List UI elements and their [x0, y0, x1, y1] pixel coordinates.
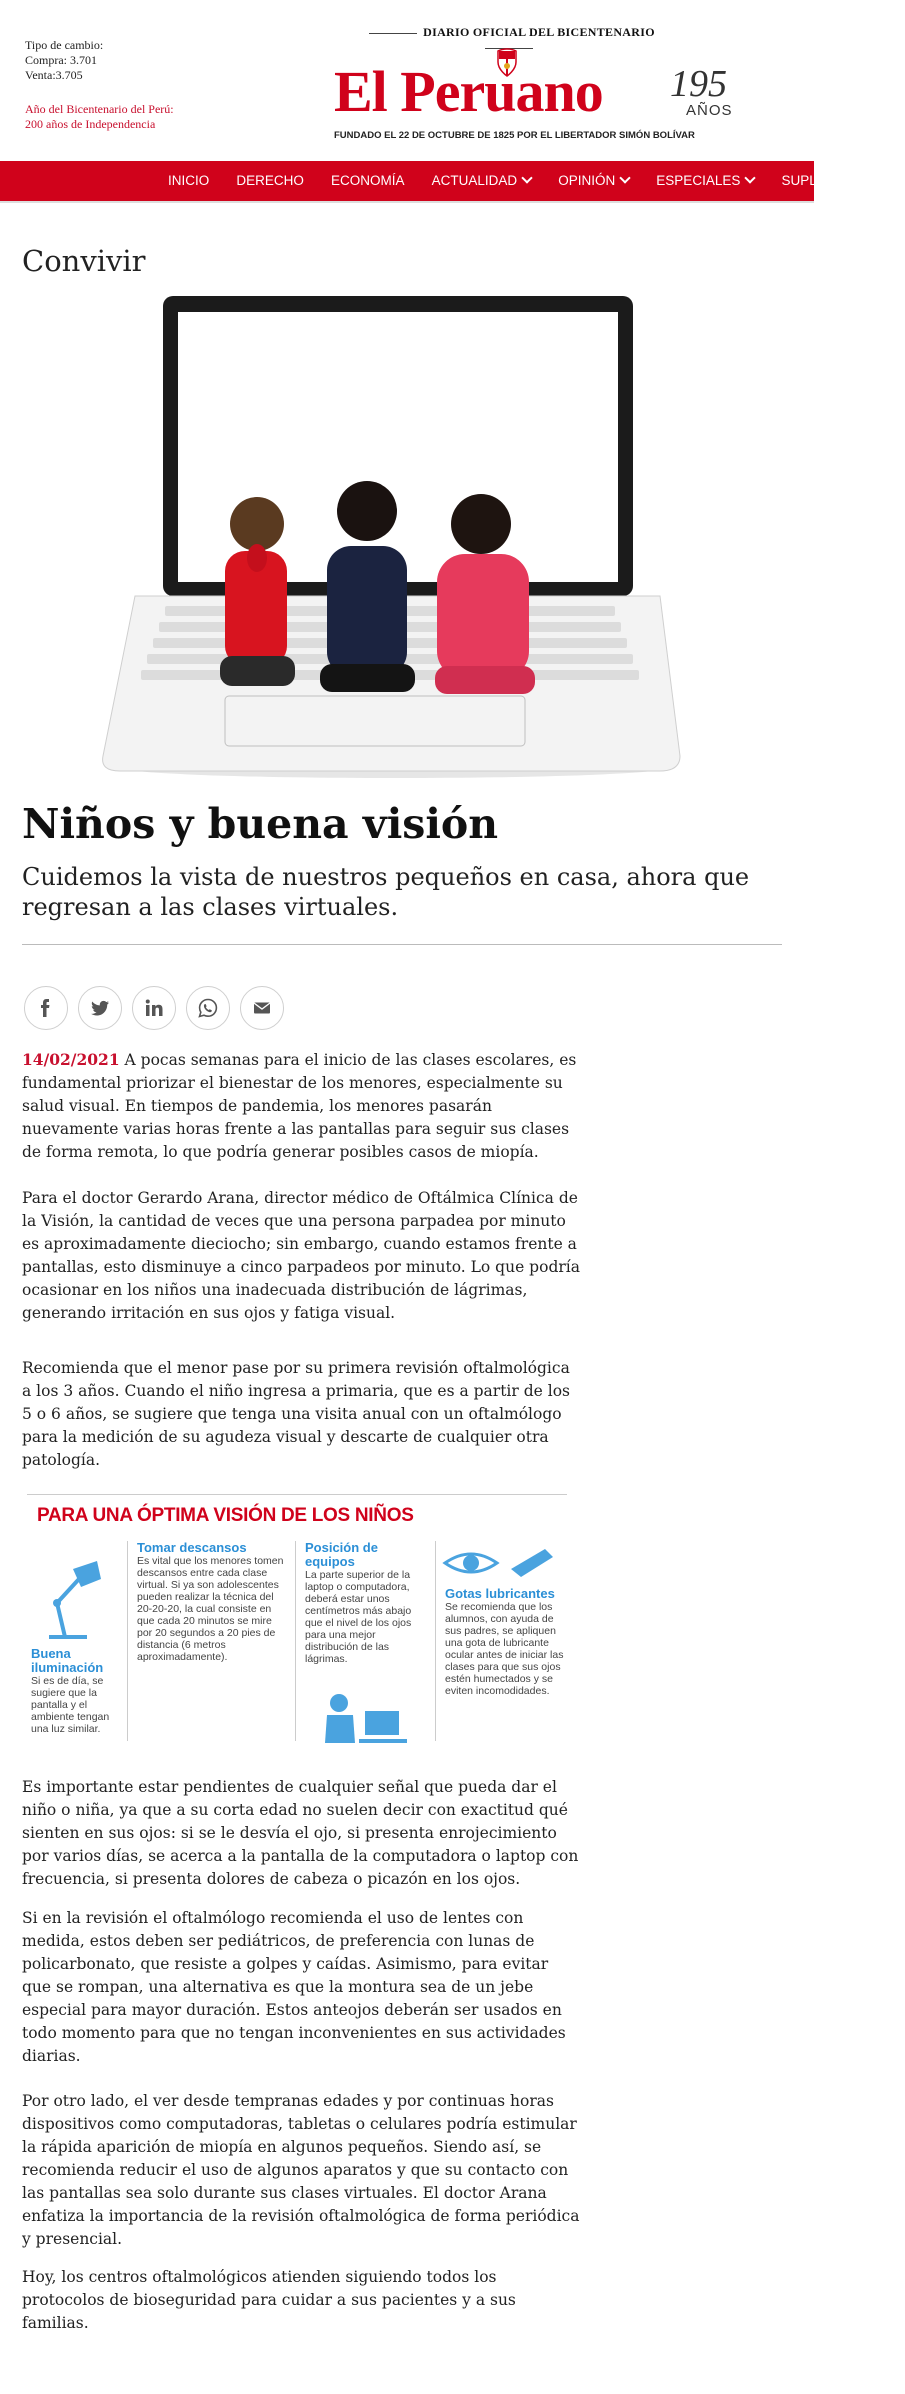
- info-text-position: La parte superior de la laptop o computadora, deberá estar unos centímetros más abajo que el nivel de los ojos para una mejor distribución de las lágrimas.: [305, 1569, 412, 1665]
- exchange-rate: [25, 38, 103, 83]
- facebook-icon: [36, 998, 56, 1018]
- chevron-down-icon: [745, 172, 756, 183]
- article-paragraph-6: Por otro lado, el ver desde tempranas edades y por continuas horas dispositivos como computadoras, tabletas o celulares podría estimular la rápida aparición de miopía en algunos pequeños. Siendo así, se recomienda reducir el uso de algunos aparatos y que su contacto con las pantallas sea solo durante sus clases virtuales. El doctor Arana enfatiza la importancia de la revisión oftalmológica de forma periódica y presencial.: [22, 2092, 580, 2248]
- article-paragraph-1: 14/02/2021 A pocas semanas para el inicio de las clases escolares, es fundamental priorizar el bienestar de los menores, especialmente su salud visual. En tiempos de pandemia, los menores pasarán nuevamente varias horas frente a las pantallas para seguir sus clases de forma remota, lo que podría generar posibles casos de miopía.: [22, 1050, 577, 1161]
- divider: [22, 944, 782, 945]
- exchange-sell: Venta:3.705: [25, 68, 83, 82]
- share-whatsapp-button[interactable]: [186, 986, 230, 1030]
- info-head-lighting: Buena iluminación: [31, 1646, 104, 1675]
- nav-item-actualidad[interactable]: ACTUALIDAD: [432, 161, 532, 201]
- article-date: 14/02/2021: [22, 1050, 120, 1069]
- share-facebook-button[interactable]: [24, 986, 68, 1030]
- share-bar: [24, 986, 289, 1034]
- person-at-computer-icon: [309, 1691, 409, 1747]
- infographic-col-breaks: [137, 1541, 287, 1663]
- logo-anos: AÑOS: [686, 102, 733, 119]
- nav-item-opinion[interactable]: OPINIÓN: [558, 161, 629, 201]
- logo-text: El Peruano: [334, 59, 603, 124]
- infographic-title: PARA UNA ÓPTIMA VISIÓN DE LOS NIÑOS: [37, 1505, 414, 1526]
- share-twitter-button[interactable]: [78, 986, 122, 1030]
- info-separator: [295, 1541, 296, 1741]
- article-paragraph-5: Si en la revisión el oftalmólogo recomienda el uso de lentes con medida, estos deben ser pediátricos, de preferencia con lunas de policarbonato, que resiste a golpes y caídas. Asimismo, para evitar que se rompan, una alternativa es que la montura sea de un jebe especial para mayor duración. Estos anteojos deberán ser usados en todo momento para que no tengan inconvenientes en sus actividades diarias.: [22, 1909, 566, 2065]
- nav-item-inicio[interactable]: INICIO: [168, 173, 210, 188]
- nav-item-suplementos[interactable]: SUPLEMENTOS: [781, 173, 884, 188]
- info-head-drops: Gotas lubricantes: [445, 1586, 555, 1601]
- article-subtitle: Cuidemos la vista de nuestros pequeños en casa, ahora que regresan a las clases virtuales.: [22, 863, 750, 921]
- eye-dropper-icon: [441, 1543, 561, 1583]
- nav-item-especiales[interactable]: ESPECIALES: [656, 161, 754, 201]
- section-label[interactable]: Convivir: [22, 244, 146, 278]
- article-paragraph-2: Para el doctor Gerardo Arana, director médico de Oftálmica Clínica de la Visión, la cantidad de veces que una persona parpadea por minuto es aproximadamente dieciocho; sin embargo, cuando estamos frente a pantallas, esto disminuye a cinco parpadeos por minuto. Lo que podría ocasionar en los niños una inadecuada distribución de lágrimas, generando irritación en sus ojos y fatiga visual.: [22, 1189, 580, 1322]
- hero-image: [95, 296, 685, 780]
- nav-shadow: [0, 201, 814, 203]
- share-email-button[interactable]: [240, 986, 284, 1030]
- info-separator: [435, 1541, 436, 1741]
- article-paragraph-4: Es importante estar pendientes de cualquier señal que pueda dar el niño o niña, ya que a su corta edad no suelen decir con exactitud qué sienten en sus ojos: si se le desvía el ojo, si presenta enrojecimiento por varios días, se acerca a la pantalla de la computadora o laptop con frecuencia, si presenta dolores de cabeza o picazón en los ojos.: [22, 1778, 579, 1888]
- infographic: [27, 1494, 567, 1751]
- chevron-down-icon: [620, 172, 631, 183]
- desk-lamp-icon: [35, 1551, 107, 1641]
- linkedin-icon: [144, 998, 164, 1018]
- article-paragraph-3: Recomienda que el menor pase por su primera revisión oftalmológica a los 3 años. Cuando el niño ingresa a primaria, que es a partir de los 5 o 6 años, se sugiere que tenga una visita anual con un oftalmólogo para la medición de su agudeza visual y descarte de cualquier otra patología.: [22, 1359, 570, 1469]
- chevron-down-icon: [521, 172, 532, 183]
- infographic-col-position: [305, 1541, 425, 1665]
- main-nav: [0, 161, 884, 201]
- envelope-icon: [252, 998, 272, 1018]
- info-head-breaks: Tomar descansos: [137, 1540, 247, 1555]
- exchange-title: Tipo de cambio:: [25, 38, 104, 52]
- info-head-position: Posición de equipos: [305, 1540, 378, 1569]
- infographic-col-drops: [445, 1587, 565, 1697]
- article-paragraph-7: Hoy, los centros oftalmológicos atienden siguiendo todos los protocolos de bioseguridad para cuidar a sus pacientes y a sus familias.: [22, 2268, 516, 2332]
- site-logo[interactable]: [334, 48, 744, 148]
- nav-item-economia[interactable]: ECONOMÍA: [330, 173, 405, 188]
- logo-years: 195: [670, 63, 727, 105]
- info-text-breaks: Es vital que los menores tomen descansos entre cada clase virtual. Si ya son adolescentes pueden realizar la técnica del 20-20-20, la cual consiste en que cada 20 minutos se mire por 20 segundos a 20 pies de distancia (6 metros aproximadamente).: [137, 1555, 284, 1663]
- child-left: [220, 497, 295, 686]
- article-title: Niños y buena visión: [22, 800, 499, 848]
- info-separator: [127, 1541, 128, 1741]
- anniversary-line1: Año del Bicentenario del Perú:: [25, 102, 174, 116]
- anniversary-text: [25, 102, 174, 132]
- info-text-drops: Se recomienda que los alumnos, con ayuda de sus padres, se apliquen una gota de lubricante ocular antes de iniciar las clases para que sus ojos estén humectados y se eviten incomodidades.: [445, 1601, 564, 1697]
- info-text-lighting: Si es de día, se sugiere que la pantalla y el ambiente tengan una luz similar.: [31, 1675, 110, 1735]
- twitter-icon: [90, 998, 110, 1018]
- share-linkedin-button[interactable]: [132, 986, 176, 1030]
- fundado-text: FUNDADO EL 22 DE OCTUBRE DE 1825 POR EL LIBERTADOR SIMÓN BOLÍVAR: [334, 130, 695, 141]
- diario-text: DIARIO OFICIAL DEL BICENTENARIO: [423, 25, 655, 39]
- nav-item-derecho[interactable]: DERECHO: [236, 173, 304, 188]
- site-header: [0, 0, 814, 160]
- exchange-buy: Compra: 3.701: [25, 53, 97, 67]
- anniversary-line2: 200 años de Independencia: [25, 117, 156, 131]
- whatsapp-icon: [198, 998, 218, 1018]
- infographic-col-lighting: [31, 1647, 117, 1735]
